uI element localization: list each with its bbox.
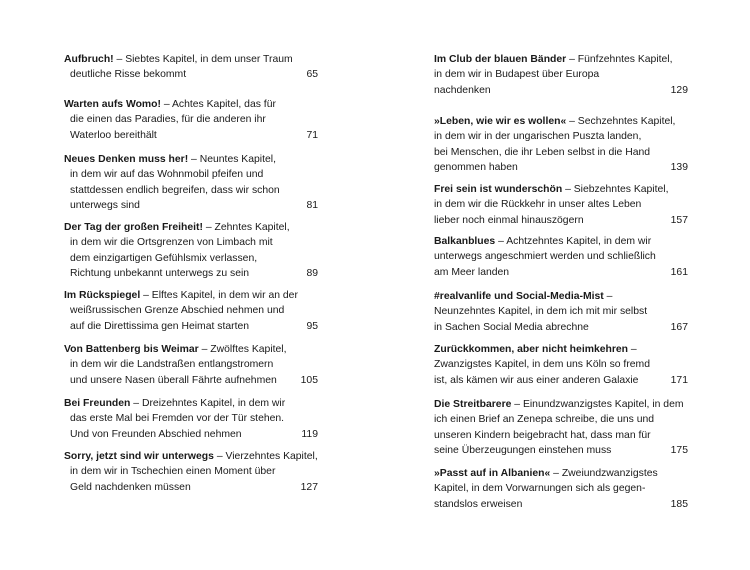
toc-entry-line: [64, 396, 318, 411]
toc-entry: [64, 220, 318, 282]
toc-page-number: 175: [670, 445, 688, 457]
toc-entry-text: – Zehntes Kapitel,: [205, 222, 290, 233]
toc-entry-line: [64, 220, 318, 235]
toc-entry-text: – Achtes Kapitel, das für: [163, 99, 276, 110]
toc-entry-text: – Zwölftes Kapitel,: [201, 344, 287, 355]
toc-page-number: 81: [306, 200, 318, 212]
toc-entry-line: [434, 342, 688, 357]
toc-entry: [434, 342, 688, 388]
toc-entry-text: – Siebtes Kapitel, in dem unser Traum: [116, 54, 293, 65]
toc-entry-line: [434, 182, 688, 197]
toc-entry: [64, 342, 318, 388]
toc-entry-line: nachdenken: [434, 84, 491, 96]
toc-entry-line: unterwegs sind: [70, 200, 140, 212]
toc-entry: [434, 114, 688, 176]
toc-entry-title: Bei Freunden: [64, 398, 131, 409]
toc-entry-line: in dem wir in der ungarischen Puszta landen,: [434, 131, 642, 143]
toc-entry-title: #realvanlife und Social-Media-Mist: [434, 291, 604, 302]
toc-entry-line: Richtung unbekannt unterwegs zu sein: [70, 268, 250, 280]
toc-entry-line: genommen haben: [434, 162, 518, 174]
toc-page-number: 119: [301, 428, 318, 440]
toc-entry-line: das erste Mal bei Fremden vor der Tür stehen.: [70, 413, 285, 425]
toc-page-number: 95: [306, 320, 318, 332]
toc-entry-line: [434, 466, 688, 481]
toc-entry-line: und unsere Nasen überall Fährte aufnehmen: [70, 374, 277, 386]
toc-entry-line: weißrussischen Grenze Abschied nehmen und: [70, 305, 285, 317]
toc-entry-line: deutliche Risse bekommt: [70, 69, 187, 81]
toc-entry-text: –: [630, 344, 637, 355]
toc-entry-line: unseren Kindern beigebracht hat, dass man für: [434, 429, 651, 441]
toc-entry-line: Neunzehntes Kapitel, in dem ich mit mir selbst: [434, 306, 648, 318]
toc-entry-text: – Achtzehntes Kapitel, in dem wir: [498, 236, 652, 247]
toc-entry-title: Der Tag der großen Freiheit!: [64, 222, 203, 233]
toc-entry-title: Im Club der blauen Bänder: [434, 54, 567, 65]
toc-entry-line: [64, 342, 318, 357]
toc-entry: [64, 288, 318, 334]
toc-entry-title: Neues Denken muss her!: [64, 154, 189, 165]
toc-entry-title: Balkanblues: [434, 236, 496, 247]
toc-page-number: 157: [670, 214, 688, 226]
toc-entry-text: – Neuntes Kapitel,: [191, 154, 276, 165]
toc-page-number: 105: [300, 374, 318, 386]
toc-entry: [64, 52, 318, 83]
toc-entry: [434, 397, 688, 459]
toc-entry: [64, 152, 318, 214]
toc-entry-title: Im Rückspiegel: [64, 290, 141, 301]
toc-entry-line: [64, 52, 318, 67]
toc-entry: [434, 52, 688, 98]
toc-entry-line: bei Menschen, die ihr Leben selbst in die Hand: [434, 146, 651, 158]
toc-entry-title: »Passt auf in Albanien«: [434, 468, 551, 479]
toc-entry-line: ist, als kämen wir aus einer anderen Galaxie: [434, 374, 639, 386]
toc-entry-line: [434, 114, 688, 129]
toc-entry-line: in dem wir in Tschechien einen Moment über: [70, 466, 276, 478]
toc-entry-text: – Fünfzehntes Kapitel,: [569, 54, 673, 65]
toc-entry: [434, 182, 688, 228]
toc-entry-title: Sorry, jetzt sind wir unterwegs: [64, 451, 214, 462]
toc-entry-text: – Siebzehntes Kapitel,: [565, 184, 669, 195]
toc-page-number: 89: [306, 268, 318, 280]
toc-entry: [64, 396, 318, 442]
toc-entry-text: – Vierzehntes Kapitel,: [216, 451, 318, 462]
toc-entry-text: – Dreizehntes Kapitel, in dem wir: [133, 398, 286, 409]
toc-entry-line: [64, 288, 318, 303]
toc-entry-line: auf die Direttissima gen Heimat starten: [70, 320, 250, 332]
toc-entry-line: lieber noch einmal hinauszögern: [434, 214, 584, 226]
toc-page-number: 127: [300, 481, 318, 493]
toc-entry-line: Kapitel, in dem Vorwarnungen sich als gegen-: [434, 483, 646, 495]
toc-entry-line: [434, 289, 688, 304]
toc-entry-title: Frei sein ist wunderschön: [434, 184, 563, 195]
toc-entry-text: – Elftes Kapitel, in dem wir an der: [143, 290, 298, 301]
toc-entry-text: – Einundzwanzigstes Kapitel, in dem: [514, 399, 684, 410]
toc-entry-line: [434, 52, 688, 67]
toc-page-number: 171: [670, 374, 688, 386]
toc-entry-line: [64, 449, 318, 464]
toc-entry-line: dem einzigartigen Gefühlsmix verlassen,: [70, 252, 258, 264]
toc-entry-line: in dem wir die Landstraßen entlangstromern: [70, 359, 274, 371]
toc-entry-line: in dem wir in Budapest über Europa: [434, 69, 600, 81]
toc-entry-line: Und von Freunden Abschied nehmen: [70, 428, 242, 440]
toc-entry: [64, 449, 318, 495]
toc-entry-line: unterwegs angeschmiert werden und schließlich: [434, 251, 656, 263]
toc-page-number: 185: [670, 498, 688, 510]
toc-entry-line: Zwanzigstes Kapitel, in dem uns Köln so fremd: [434, 359, 650, 371]
toc-page-number: 161: [670, 266, 688, 278]
toc-entry-text: – Sechzehntes Kapitel,: [569, 116, 676, 127]
toc-entry-line: in dem wir die Ortsgrenzen von Limbach mit: [70, 237, 273, 249]
toc-entry: [434, 466, 688, 512]
toc-entry-line: [434, 397, 688, 412]
toc-page-number: 139: [670, 162, 688, 174]
toc-entry-text: –: [606, 291, 613, 302]
toc-entry-line: Waterloo bereithält: [70, 129, 157, 141]
toc-entry-line: am Meer landen: [434, 266, 510, 278]
toc-entry-line: standslos erweisen: [434, 498, 523, 510]
toc-page-number: 167: [670, 321, 688, 333]
toc-entry-line: [64, 97, 318, 112]
toc-entry-line: die einen das Paradies, für die anderen ihr: [70, 114, 266, 126]
toc-entry-title: Warten aufs Womo!: [64, 99, 161, 110]
toc-entry-title: Aufbruch!: [64, 54, 114, 65]
toc-page-number: 71: [306, 129, 318, 141]
toc-entry-line: in dem wir auf das Wohnmobil pfeifen und: [70, 169, 264, 181]
toc-entry-line: Geld nachdenken müssen: [70, 481, 191, 493]
toc-entry-title: »Leben, wie wir es wollen«: [434, 116, 567, 127]
toc-entry: [434, 289, 688, 335]
toc-page-number: 129: [670, 84, 688, 96]
toc-entry-line: [434, 234, 688, 249]
toc-entry-title: Von Battenberg bis Weimar: [64, 344, 199, 355]
toc-entry-line: in Sachen Social Media abrechne: [434, 321, 589, 333]
toc-entry-title: Die Streitbarere: [434, 399, 512, 410]
toc-entry-line: stattdessen endlich begreifen, dass wir schon: [70, 184, 280, 196]
toc-entry-line: in dem wir die Rückkehr in unser altes Leben: [434, 199, 642, 211]
toc-entry-line: [64, 152, 318, 167]
toc-entry: [64, 97, 318, 143]
toc-entry: [434, 234, 688, 280]
toc-entry-text: – Zweiundzwanzigstes: [553, 468, 658, 479]
toc-entry-line: seine Überzeugungen einstehen muss: [434, 445, 612, 457]
toc-entry-title: Zurückkommen, aber nicht heimkehren: [434, 344, 629, 355]
toc-page-number: 65: [306, 69, 318, 81]
toc-entry-line: ich einen Brief an Zenepa schreibe, die uns und: [434, 414, 655, 426]
